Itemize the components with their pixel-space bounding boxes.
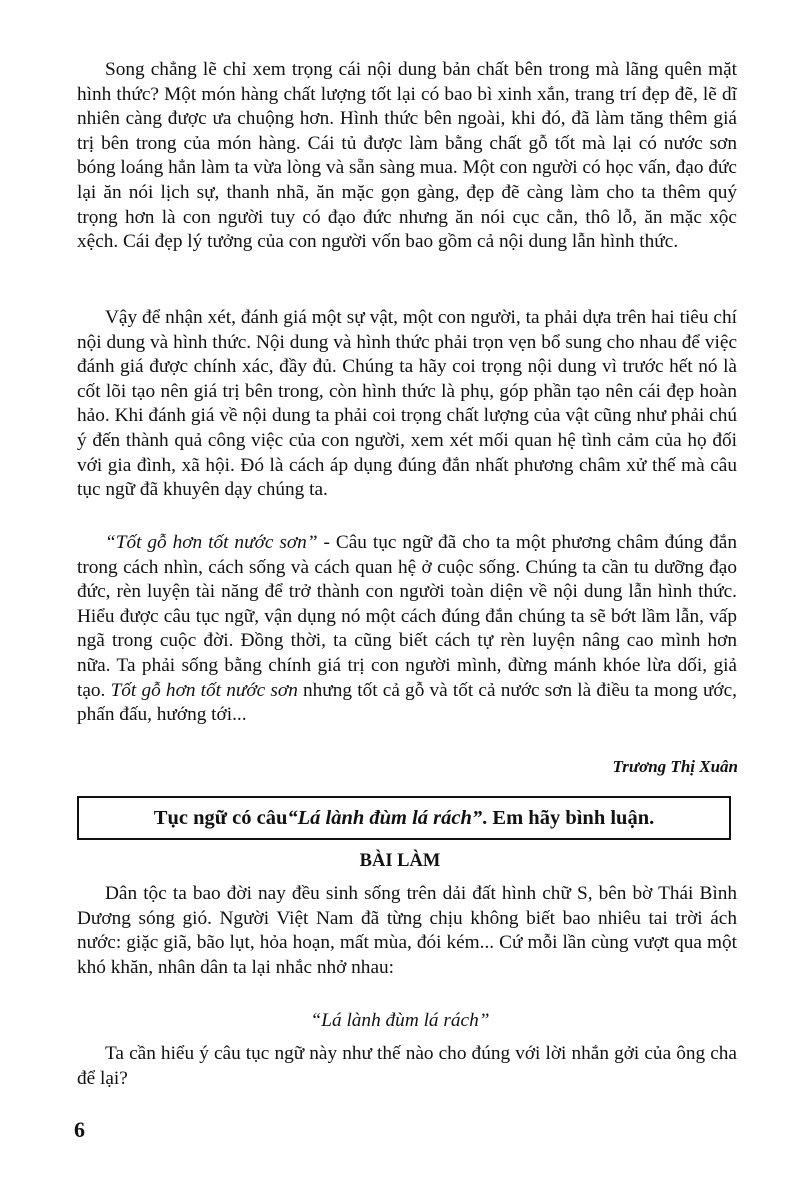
paragraph-3-body: - Câu tục ngữ đã cho ta một phương châm đúng đắn trong cách nhìn, cách sống và cách quan hệ ở cuộc sống. Chúng ta cần tu dưỡng đạo đức, rèn luyện tài năng để trở thành con người toàn diện về nội dung lẫn hình thức. Hiểu được câu tục ngữ, vận dụng nó một cách đúng đắn chúng ta sẽ bớt lầm lẫn, vấp ngã trong cuộc đời. Đồng thời, ta cũng biết cách tự rèn luyện nâng cao mình hơn nữa. Ta phải sống bằng chính giá trị con người mình, đừng mánh khóe lừa dối, giả tạo. — [77, 532, 737, 701]
paragraph-4-text: Dân tộc ta bao đời nay đều sinh sống trên dải đất hình chữ S, bên bờ Thái Bình Dương sóng gió. Người Việt Nam đã từng chịu không biết bao nhiêu tai trời ách nước: giặc giã, bão lụt, hỏa hoạn, mất mùa, đói kém... Cứ mỗi lần cùng vượt qua một khó khăn, nhân dân ta lại nhắc nhở nhau: — [77, 883, 737, 978]
page-number: 6 — [74, 1117, 85, 1142]
task-prefix: Tục ngữ có câu — [153, 806, 288, 829]
author-signature: Trương Thị Xuân — [612, 757, 738, 776]
paragraph-3-ending: nhưng tốt cả gỗ và tốt cả nước sơn là điều ta mong ước, phấn đấu, hướng tới... — [77, 679, 737, 726]
proverb-centered: “Lá lành đùm lá rách” — [310, 1010, 490, 1031]
paragraph-2 — [77, 306, 737, 503]
paragraph-3-text — [77, 531, 737, 728]
proverb-quote-italic: “Tốt gỗ hơn tốt nước sơn” — [105, 532, 318, 553]
paragraph-5-text: Ta cần hiểu ý câu tục ngữ này như thế nào cho đúng với lời nhắn gởi của ông cha để lại? — [77, 1043, 737, 1089]
proverb-inline-italic: Tốt gỗ hơn tốt nước sơn — [110, 679, 298, 701]
task-quote: “Lá lành đùm lá rách” — [287, 806, 483, 829]
paragraph-3 — [77, 531, 737, 728]
section-heading: BÀI LÀM — [359, 851, 441, 871]
paragraph-2-text: Vậy để nhận xét, đánh giá một sự vật, một con người, ta phải dựa trên hai tiêu chí nội dung và hình thức. Nội dung và hình thức phải trọn vẹn bổ sung cho nhau để việc đánh giá được chính xác, đầy đủ. Chúng ta hãy coi trọng nội dung vì trước hết nó là cốt lõi tạo nên giá trị bên trong, còn hình thức là phụ, góp phần tạo nên cái đẹp hoàn hảo. Khi đánh giá về nội dung ta phải coi trọng chất lượng của vật cũng như phải chú ý đến thành quả công việc của con người, xem xét mối quan hệ tình cảm của họ đối với gia đình, xã hội. Đó là cách áp dụng đúng đắn nhất phương châm xử thế mà câu tục ngữ đã khuyên dạy chúng ta. — [77, 307, 737, 501]
task-prompt-box — [77, 796, 731, 840]
paragraph-1 — [77, 58, 737, 255]
task-suffix: . Em hãy bình luận. — [482, 806, 655, 829]
paragraph-1-text: Song chẳng lẽ chỉ xem trọng cái nội dung bản chất bên trong mà lãng quên mặt hình thức? Một món hàng chất lượng tốt lại có bao bì xinh xắn, trang trí đẹp đẽ, lẽ dĩ nhiên càng được ưa chuộng hơn. Hình thức bên ngoài, khi đó, đã làm tăng thêm giá trị bên trong của món hàng. Cái tủ được làm bằng chất gỗ tốt mà lại có nước sơn bóng loáng hẳn làm ta vừa lòng và sẵn sàng mua. Một con người có học vấn, đạo đức lại ăn nói lịch sự, thanh nhã, ăn mặc gọn gàng, đẹp đẽ càng làm cho ta thêm quý trọng hơn là con người tuy có đạo đức nhưng ăn nói cục cằn, thô lỗ, ăn mặc xộc xệch. Cái đẹp lý tưởng của con người vốn bao gồm cả nội dung lẫn hình thức. — [77, 59, 737, 253]
paragraph-5 — [77, 1042, 737, 1091]
paragraph-4 — [77, 882, 737, 980]
